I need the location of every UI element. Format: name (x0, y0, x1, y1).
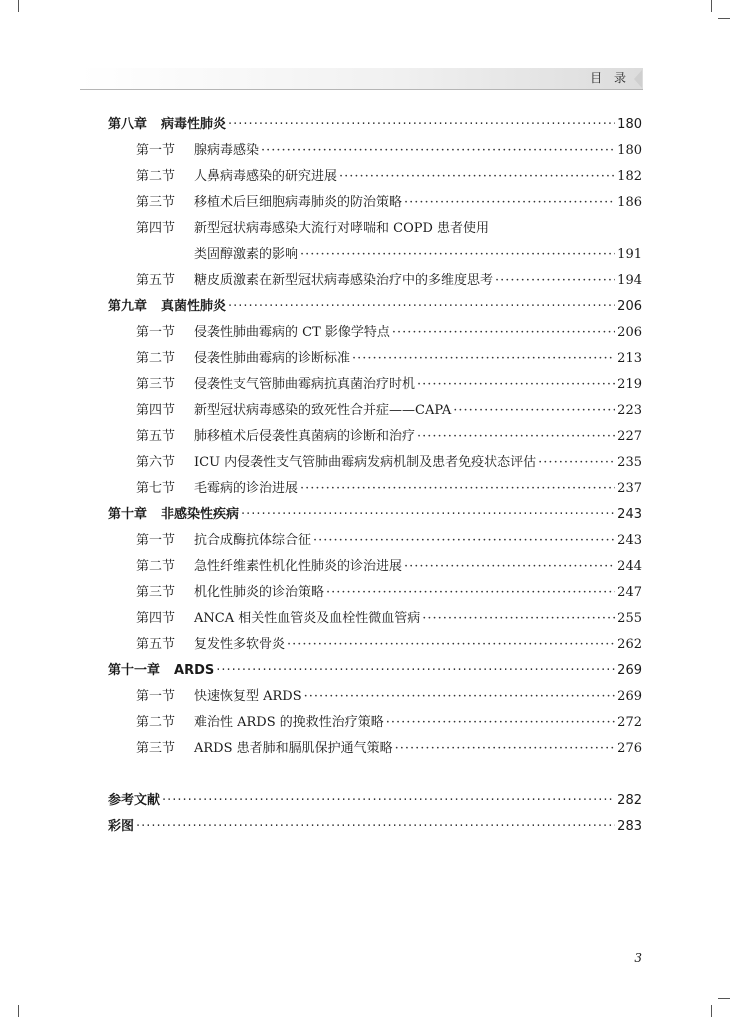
crop-mark-top-left (18, 0, 19, 12)
page-ref: 206 (617, 299, 642, 314)
color-plates-title: 彩图 (108, 819, 135, 834)
dot-leader (404, 190, 615, 216)
page-ref: 235 (617, 455, 642, 470)
toc-color-plates[interactable] (108, 814, 642, 840)
page-ref: 206 (617, 325, 642, 340)
section-number: 第二节 (136, 169, 176, 184)
chapter-number: 第八章 (108, 117, 148, 132)
toc-section[interactable] (108, 606, 642, 632)
section-title: 人鼻病毒感染的研究进展 (194, 169, 338, 184)
toc-section[interactable] (108, 736, 642, 762)
section-title: 侵袭性支气管肺曲霉病抗真菌治疗时机 (194, 377, 416, 392)
dot-leader (339, 164, 615, 190)
page-ref: 223 (617, 403, 642, 418)
toc-section[interactable] (108, 476, 642, 502)
dot-leader (417, 424, 615, 450)
dot-leader (404, 554, 615, 580)
dot-leader (228, 294, 615, 320)
toc-section[interactable] (108, 216, 642, 242)
toc-section[interactable] (108, 398, 642, 424)
crop-mark-bottom-right (711, 1005, 712, 1017)
dot-leader (162, 788, 615, 814)
chapter-number: 第十一章 (108, 663, 161, 678)
page-ref: 255 (617, 611, 642, 626)
section-title: 侵袭性肺曲霉病的诊断标准 (194, 351, 351, 366)
page-ref: 180 (617, 117, 642, 132)
toc-section-continuation[interactable] (108, 242, 642, 268)
toc-chapter-9[interactable] (108, 294, 642, 320)
crop-mark-bottom-left (18, 1005, 19, 1017)
header-band (80, 68, 643, 89)
chapter-number: 第十章 (108, 507, 148, 522)
page-ref: 213 (617, 351, 642, 366)
section-number: 第五节 (136, 429, 176, 444)
section-title: ANCA 相关性血管炎及血栓性微血管病 (194, 611, 421, 626)
toc-section[interactable] (108, 528, 642, 554)
references-title: 参考文献 (108, 793, 161, 808)
page-ref: 269 (617, 689, 642, 704)
page-ref: 276 (617, 741, 642, 756)
toc-section[interactable] (108, 632, 642, 658)
page-ref: 272 (617, 715, 642, 730)
page-ref: 262 (617, 637, 642, 652)
dot-leader (300, 476, 615, 502)
toc-chapter-8[interactable] (108, 112, 642, 138)
section-title: 难治性 ARDS 的挽救性治疗策略 (194, 715, 384, 730)
section-number: 第一节 (136, 143, 176, 158)
dot-leader (313, 528, 615, 554)
dot-leader (417, 372, 615, 398)
dot-leader (136, 814, 615, 840)
page-ref: 194 (617, 273, 642, 288)
spacer (108, 762, 642, 788)
page-ref: 182 (617, 169, 642, 184)
dot-leader (395, 736, 616, 762)
toc-section[interactable] (108, 268, 642, 294)
crop-mark-right-bottom (718, 998, 730, 999)
toc-section[interactable] (108, 164, 642, 190)
page-ref: 227 (617, 429, 642, 444)
header-tab-triangle (634, 70, 642, 88)
section-title: 机化性肺炎的诊治策略 (194, 585, 325, 600)
section-title: 移植术后巨细胞病毒肺炎的防治策略 (194, 195, 403, 210)
section-title-continuation: 类固醇激素的影响 (194, 247, 299, 262)
section-title: 复发性多软骨炎 (194, 637, 286, 652)
dot-leader (287, 632, 615, 658)
header-rule (80, 89, 643, 90)
section-title: 侵袭性肺曲霉病的 CT 影像学特点 (194, 325, 390, 340)
section-number: 第二节 (136, 715, 176, 730)
toc-references[interactable] (108, 788, 642, 814)
section-title: 快速恢复型 ARDS (194, 689, 302, 704)
section-title: 急性纤维素性机化性肺炎的诊治进展 (194, 559, 403, 574)
page-ref: 283 (617, 819, 642, 834)
section-number: 第五节 (136, 637, 176, 652)
page-ref: 180 (617, 143, 642, 158)
dot-leader (300, 242, 615, 268)
dot-leader (495, 268, 615, 294)
dot-leader (538, 450, 615, 476)
chapter-title: 非感染性疾病 (161, 507, 240, 522)
page-ref: 237 (617, 481, 642, 496)
section-title: ICU 内侵袭性支气管肺曲霉病发病机制及患者免疫状态评估 (194, 455, 537, 470)
page-ref: 243 (617, 533, 642, 548)
toc-section[interactable] (108, 424, 642, 450)
page-ref: 247 (617, 585, 642, 600)
section-number: 第三节 (136, 377, 176, 392)
toc-section[interactable] (108, 346, 642, 372)
page-ref: 219 (617, 377, 642, 392)
section-number: 第一节 (136, 689, 176, 704)
chapter-title: 病毒性肺炎 (161, 117, 227, 132)
section-number: 第二节 (136, 559, 176, 574)
page-ref: 269 (617, 663, 642, 678)
section-number: 第三节 (136, 195, 176, 210)
dot-leader (326, 580, 615, 606)
toc-section[interactable] (108, 320, 642, 346)
section-title: 新型冠状病毒感染的致死性合并症——CAPA (194, 403, 452, 418)
toc-section[interactable] (108, 554, 642, 580)
chapter-number: 第九章 (108, 299, 148, 314)
running-header-title: 目 录 (590, 71, 630, 85)
toc-section[interactable] (108, 710, 642, 736)
chapter-title: ARDS (174, 663, 215, 678)
crop-mark-right-top (718, 18, 730, 19)
section-number: 第一节 (136, 325, 176, 340)
section-number: 第四节 (136, 221, 176, 236)
section-number: 第五节 (136, 273, 176, 288)
section-number: 第四节 (136, 611, 176, 626)
section-title: 腺病毒感染 (194, 143, 260, 158)
dot-leader (241, 502, 615, 528)
dot-leader (386, 710, 615, 736)
section-number: 第六节 (136, 455, 176, 470)
dot-leader (422, 606, 615, 632)
toc-section[interactable] (108, 580, 642, 606)
section-title: 新型冠状病毒感染大流行对哮喘和 COPD 患者使用 (194, 221, 490, 236)
toc-section[interactable] (108, 684, 642, 710)
section-title: 抗合成酶抗体综合征 (194, 533, 312, 548)
section-title: ARDS 患者肺和膈肌保护通气策略 (194, 741, 393, 756)
crop-mark-top-right (711, 0, 712, 12)
dot-leader (392, 320, 615, 346)
section-number: 第二节 (136, 351, 176, 366)
dot-leader (228, 112, 615, 138)
section-number: 第三节 (136, 585, 176, 600)
toc-chapter-10[interactable] (108, 502, 642, 528)
dot-leader (261, 138, 615, 164)
section-number: 第七节 (136, 481, 176, 496)
dot-leader (304, 684, 616, 710)
section-number: 第四节 (136, 403, 176, 418)
section-title: 毛霉病的诊治进展 (194, 481, 299, 496)
toc-section[interactable] (108, 450, 642, 476)
section-number: 第三节 (136, 741, 176, 756)
section-number: 第一节 (136, 533, 176, 548)
chapter-title: 真菌性肺炎 (161, 299, 227, 314)
dot-leader (352, 346, 615, 372)
section-title: 肺移植术后侵袭性真菌病的诊断和治疗 (194, 429, 416, 444)
page-ref: 244 (617, 559, 642, 574)
page-ref: 243 (617, 507, 642, 522)
toc-section[interactable] (108, 372, 642, 398)
page-ref: 282 (617, 793, 642, 808)
dot-leader (216, 658, 615, 684)
page-ref: 191 (617, 247, 642, 262)
section-title: 糖皮质激素在新型冠状病毒感染治疗中的多维度思考 (194, 273, 494, 288)
toc-section[interactable] (108, 138, 642, 164)
toc-chapter-11[interactable] (108, 658, 642, 684)
page-ref: 186 (617, 195, 642, 210)
table-of-contents (108, 112, 642, 840)
dot-leader (453, 398, 615, 424)
page-number: 3 (634, 951, 642, 965)
toc-section[interactable] (108, 190, 642, 216)
